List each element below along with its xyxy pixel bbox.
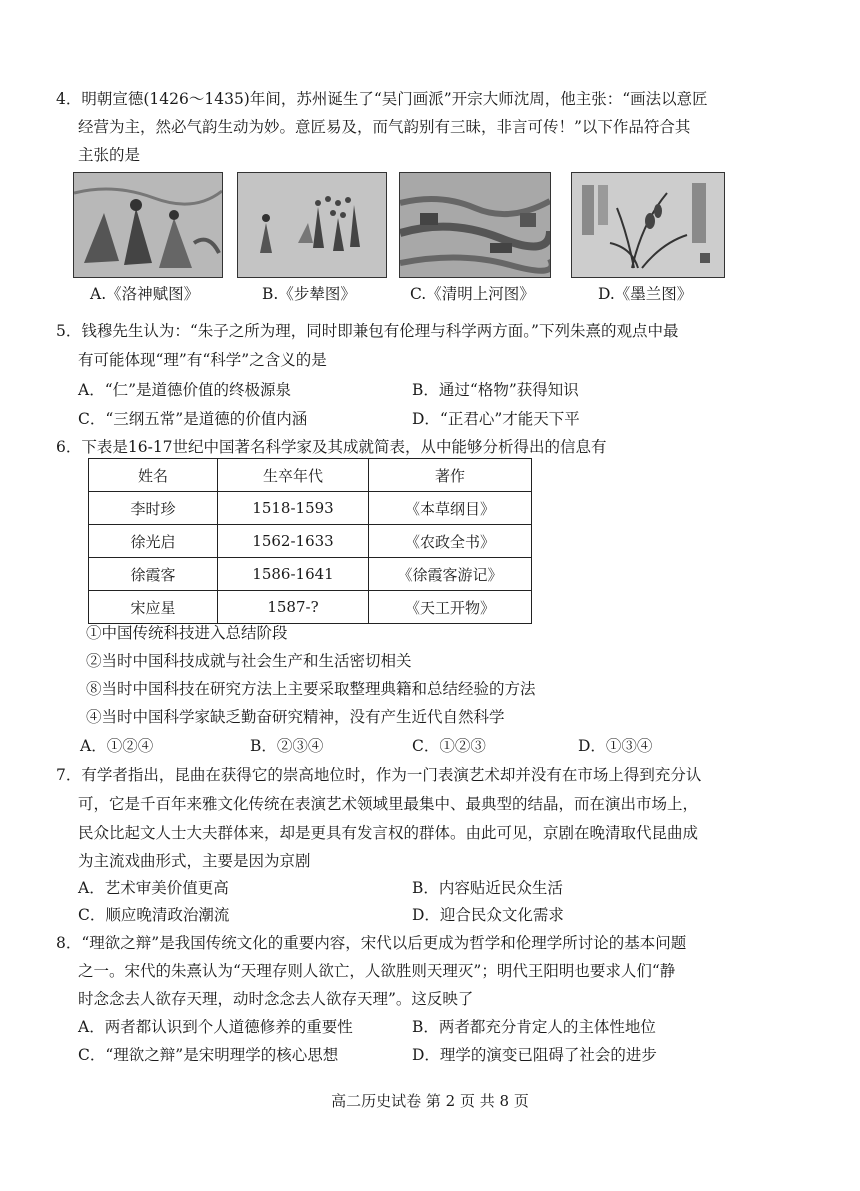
table-header-years: 生卒年代: [218, 459, 369, 492]
q6-statement-1: ①中国传统科技进入总结阶段: [86, 624, 288, 642]
q7-stem-line3: 民众比起文人士大夫群体来，却是更具有发言权的群体。由此可见，京剧在晚清取代昆曲成: [78, 824, 699, 842]
painting-cityscape-icon: [400, 173, 550, 277]
table-cell: 1586-1641: [218, 558, 369, 591]
q4-stem-line3: 主张的是: [78, 146, 141, 164]
q8-stem-line2: 之一。宋代的朱熹认为“天理存则人欲亡，人欲胜则天理灭”；明代王阳明也要求人们“静: [78, 962, 676, 980]
q5-option-a[interactable]: A．“仁”是道德价值的终极源泉: [78, 381, 292, 399]
q7-stem-line1: 7．有学者指出，昆曲在获得它的崇高地位时，作为一门表演艺术却并没有在市场上得到充分认: [56, 766, 702, 784]
q5-option-b[interactable]: B．通过“格物”获得知识: [412, 381, 579, 399]
q4-stem-line2: 经营为主，然必气韵生动为妙。意匠易及，而气韵别有三昧，非言可传！”以下作品符合其: [78, 118, 691, 136]
painting-figures-icon: [74, 173, 222, 277]
q6-option-d[interactable]: D．①③④: [578, 737, 653, 755]
painting-a-caption: A.《洛神赋图》: [90, 285, 200, 303]
q7-option-c[interactable]: C．顺应晚清政治潮流: [78, 906, 230, 924]
painting-a-image: [73, 172, 223, 278]
q7-option-a[interactable]: A．艺术审美价值更高: [78, 879, 229, 897]
page-footer: 高二历史试卷 第 2 页 共 8 页: [331, 1092, 529, 1110]
table-cell: 1562-1633: [218, 525, 369, 558]
q8-stem-line1: 8．“理欲之辩”是我国传统文化的重要内容，宋代以后更成为哲学和伦理学所讨论的基本问题: [56, 934, 687, 952]
table-header-name: 姓名: [89, 459, 218, 492]
q7-option-b[interactable]: B．内容贴近民众生活: [412, 879, 563, 897]
table-header-works: 著作: [369, 459, 532, 492]
q5-stem-line2: 有可能体现“理”有“科学”之含义的是: [78, 351, 327, 369]
painting-b-image: [237, 172, 387, 278]
q7-stem-line4: 为主流戏曲形式，主要是因为京剧: [78, 852, 311, 870]
q5-option-c[interactable]: C．“三纲五常”是道德的价值内涵: [78, 410, 308, 428]
table-row: [89, 558, 532, 591]
painting-c-caption: C.《清明上河图》: [410, 285, 535, 303]
table-cell: 《本草纲目》: [369, 492, 532, 525]
q5-option-d[interactable]: D．“正君心”才能天下平: [412, 410, 580, 428]
q8-option-c[interactable]: C．“理欲之辩”是宋明理学的核心思想: [78, 1046, 339, 1064]
table-cell: 宋应星: [89, 591, 218, 624]
table-cell: 徐光启: [89, 525, 218, 558]
table-cell: 1587-?: [218, 591, 369, 624]
q5-stem-line1: 5．钱穆先生认为：“朱子之所为理，同时即兼包有伦理与科学两方面。”下列朱熹的观点中最: [56, 322, 679, 340]
painting-procession-icon: [238, 173, 386, 277]
table-header-row: [89, 459, 532, 492]
q7-option-d[interactable]: D．迎合民众文化需求: [412, 906, 564, 924]
table-row: [89, 492, 532, 525]
table-row: [89, 525, 532, 558]
painting-b-caption: B.《步辇图》: [262, 285, 356, 303]
q6-statement-3: ⑧当时中国科技在研究方法上主要采取整理典籍和总结经验的方法: [86, 680, 536, 698]
painting-c-image: [399, 172, 551, 278]
q4-stem-line1: 4．明朝宣德(1426～1435)年间，苏州诞生了“吴门画派”开宗大师沈周，他主张：“画法以意匠: [56, 90, 708, 108]
table-row: [89, 591, 532, 624]
table-cell: 徐霞客: [89, 558, 218, 591]
painting-orchid-icon: [572, 173, 724, 277]
q8-option-b[interactable]: B．两者都充分肯定人的主体性地位: [412, 1018, 656, 1036]
q6-option-a[interactable]: A．①②④: [80, 737, 154, 755]
painting-d-caption: D.《墨兰图》: [598, 285, 693, 303]
table-cell: 《农政全书》: [369, 525, 532, 558]
table-cell: 李时珍: [89, 492, 218, 525]
q6-statement-4: ④当时中国科学家缺乏勤奋研究精神，没有产生近代自然科学: [86, 708, 505, 726]
q6-statement-2: ②当时中国科技成就与社会生产和生活密切相关: [86, 652, 412, 670]
table-cell: 1518-1593: [218, 492, 369, 525]
scientist-table: [88, 458, 532, 624]
q7-stem-line2: 可，它是千百年来雅文化传统在表演艺术领域里最集中、最典型的结晶，而在演出市场上，: [78, 795, 699, 813]
q6-option-c[interactable]: C．①②③: [412, 737, 486, 755]
table-cell: 《徐霞客游记》: [369, 558, 532, 591]
q8-option-a[interactable]: A．两者都认识到个人道德修养的重要性: [78, 1018, 353, 1036]
q6-stem-line1: 6．下表是16-17世纪中国著名科学家及其成就简表，从中能够分析得出的信息有: [56, 438, 607, 456]
q6-option-b[interactable]: B．②③④: [250, 737, 324, 755]
q8-option-d[interactable]: D．理学的演变已阻碍了社会的进步: [412, 1046, 657, 1064]
table-cell: 《天工开物》: [369, 591, 532, 624]
q8-stem-line3: 时念念去人欲存天理，动时念念去人欲存天理”。这反映了: [78, 990, 474, 1008]
painting-d-image: [571, 172, 725, 278]
